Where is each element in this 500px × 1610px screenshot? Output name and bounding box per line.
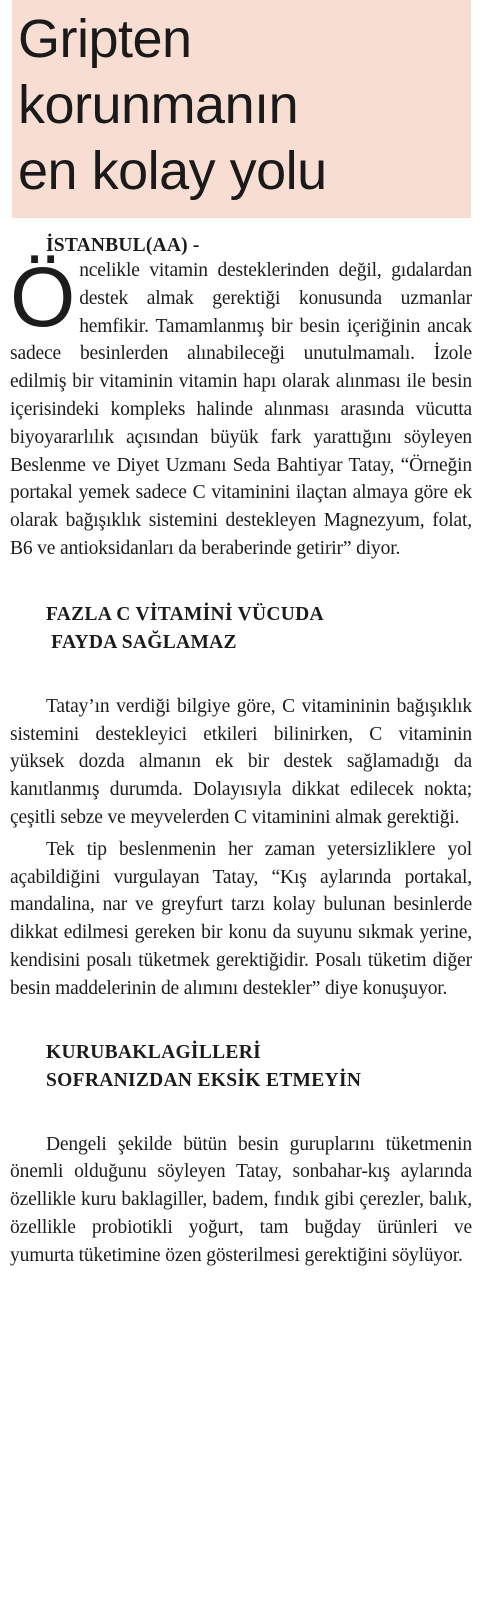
subheading-1-line-2: FAYDA SAĞLAMAZ [46, 631, 237, 653]
paragraph-4: Dengeli şekilde bütün besin guruplarını tüketmenin önemli olduğunu söyleyen Tatay, sonbahar-kış aylarında özellikle kuru baklagiller, badem, fındık gibi çerezler, balık, özellikle probiotikli yoğurt, tam buğday ürünleri ve yumurta tüketimine özen gösterilmesi gerektiğini söylüyor. [10, 1133, 472, 1266]
paragraph-intro [10, 250, 472, 563]
paragraph-intro-text: ncelikle vitamin desteklerinden değil, gıdalardan destek almak gerektiği konusunda uzmanlar hemfikir. Tamamlanmış bir besin içeriğinin ancak sadece besinlerden alınabileceği unutulmamalı. İzole edilmiş bir vitaminin vitamin hapı olarak alınması ile besin içerisindeki kompleks halinde alınması arasında vücutta biyoyararlılık açısından büyük fark yarattığını söyleyen Beslenme ve Diyet Uzmanı Seda Bahtiyar Tatay, “Örneğin portakal yemek sadece C vitaminini ilaçtan almaya göre ek olarak bağışıklık sistemini destekleyen Magnezyum, folat, B6 ve antioksidanları da beraberinde getirir” diyor. [10, 260, 472, 559]
headline-line-1: Gripten [18, 9, 192, 69]
subheading-1 [10, 601, 472, 657]
paragraph-3: Tek tip beslenmenin her zaman yetersizliklere yol açabildiğini vurgulayan Tatay, “Kış aylarında portakal, mandalina, nar ve greyfurt tarzı kolay bulunan besinlerde dikkat edilmesi gereken bir konu da suyunu sıkmak yerine, kendisini posalı tüketmek gerektiğidir. Posalı tüketim diğer besin maddelerinin de alımını destekler” diye konuşuyor. [10, 838, 472, 999]
subheading-1-line-1: FAZLA C VİTAMİNİ VÜCUDA [46, 603, 324, 625]
subheading-2-line-1: KURUBAKLAGİLLERİ [46, 1041, 262, 1063]
subheading-2 [10, 1039, 472, 1095]
article-body [10, 232, 472, 1270]
drop-cap: Ö [10, 250, 76, 344]
headline-line-2: korunmanın [18, 75, 299, 135]
headline-line-3: en kolay yolu [18, 141, 327, 201]
dateline: İSTANBUL(AA) - [46, 235, 200, 256]
paragraph-2: Tatay’ın verdiği bilgiye göre, C vitamininin bağışıklık sistemini destekleyici etkileri bilinirken, C vitaminin yüksek dozda almanın ek bir destek sağlamadığı da kanıtlanmış durumda. Dolayısıyla dikkat edilecek nokta; çeşitli sebze ve meyvelerden C vitaminini almak gerektiği. [10, 695, 472, 828]
subheading-2-line-2: SOFRANIZDAN EKSİK ETMEYİN [46, 1069, 362, 1091]
headline [18, 6, 468, 204]
